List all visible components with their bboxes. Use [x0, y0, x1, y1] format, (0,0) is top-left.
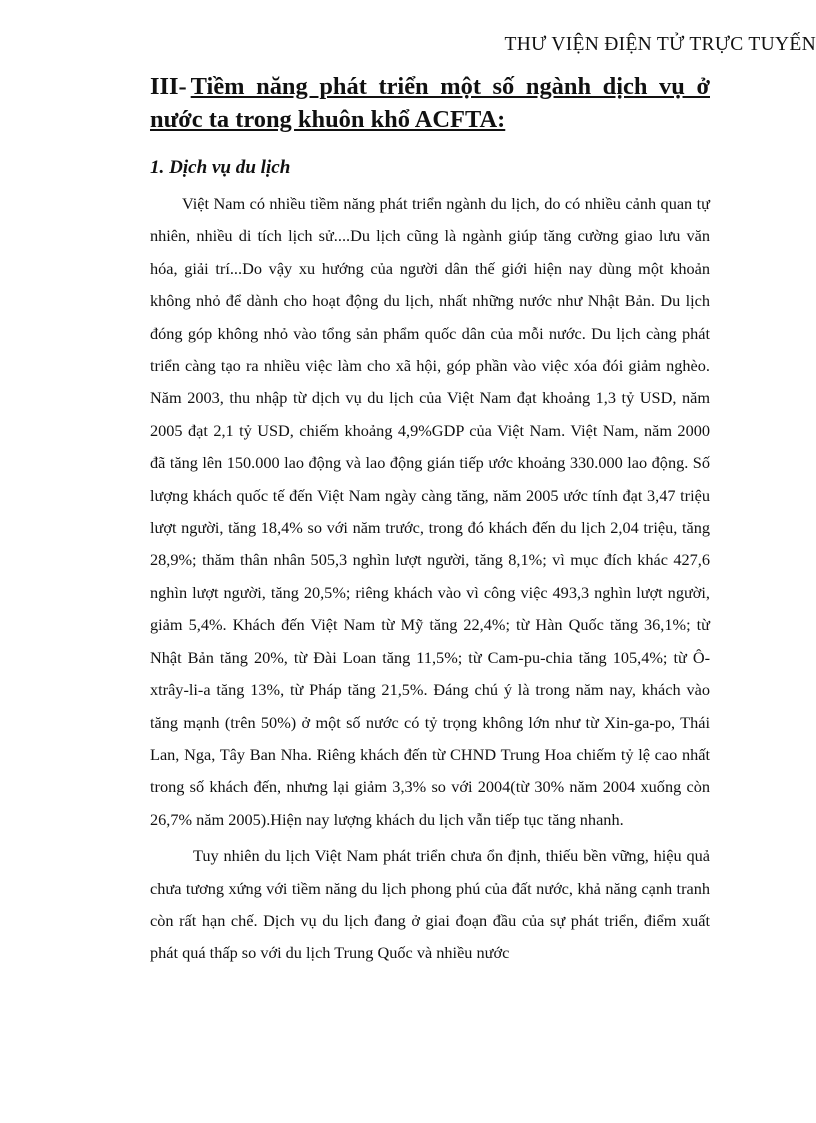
subsection-heading: 1. Dịch vụ du lịch — [150, 157, 291, 178]
page-header: THƯ VIỆN ĐIỆN TỬ TRỰC TUYẾN — [504, 34, 816, 55]
section-number: III- — [150, 73, 187, 100]
section-title: Tiềm năng phát triển một số ngành dịch vụ ở nước ta trong khuôn khổ ACFTA: — [150, 73, 710, 133]
document-body — [150, 70, 710, 970]
paragraph-tourism-potential: Việt Nam có nhiều tiềm năng phát triển ngành du lịch, do có nhiều cảnh quan tự nhiên, nhiều di tích lịch sử....Du lịch cũng là ngành giúp tăng cường giao lưu văn hóa, giải trí...Do vậy xu hướng của người dân thế giới hiện nay dùng một khoản không nhỏ để dành cho hoạt động du lịch, nhất những nước như Nhật Bản. Du lịch đóng góp không nhỏ vào tổng sản phẩm quốc dân của mỗi nước. Du lịch càng phát triển càng tạo ra nhiều việc làm cho xã hội, góp phần vào việc xóa đói giảm nghèo. Năm 2003, thu nhập từ dịch vụ du lịch của Việt Nam đạt khoảng 1,3 tỷ USD, năm 2005 đạt 2,1 tỷ USD, chiếm khoảng 4,9%GDP của Việt Nam. Việt Nam, năm 2000 đã tăng lên 150.000 lao động và lao động gián tiếp ước khoảng 330.000 lao động. Số lượng khách quốc tế đến Việt Nam ngày càng tăng, năm 2005 ước tính đạt 3,47 triệu lượt người, tăng 18,4% so với năm trước, trong đó khách đến du lịch 2,04 triệu, tăng 28,9%; thăm thân nhân 505,3 nghìn lượt người, tăng 8,1%; vì mục đích khác 427,6 nghìn lượt người, tăng 20,5%; riêng khách vào vì công việc 493,3 nghìn lượt người, giảm 5,4%. Khách đến Việt Nam từ Mỹ tăng 22,4%; từ Hàn Quốc tăng 36,1%; từ Nhật Bản tăng 20%, từ Đài Loan tăng 11,5%; từ Cam-pu-chia tăng 105,4%; từ Ô-xtrây-li-a tăng 13%, từ Pháp tăng 21,5%. Đáng chú ý là trong năm nay, khách vào tăng mạnh (trên 50%) ở một số nước có tỷ trọng không lớn như từ Xin-ga-po, Thái Lan, Nga, Tây Ban Nha. Riêng khách đến từ CHND Trung Hoa chiếm tỷ lệ cao nhất trong số khách đến, nhưng lại giảm 3,3% so với 2004(từ 30% năm 2004 xuống còn 26,7% năm 2005).Hiện nay lượng khách du lịch vẫn tiếp tục tăng nhanh. — [150, 194, 710, 829]
section-heading — [150, 70, 710, 136]
paragraph-tourism-limitations: Tuy nhiên du lịch Việt Nam phát triển chưa ổn định, thiếu bền vững, hiệu quả chưa tương xứng với tiềm năng du lịch phong phú của đất nước, khả năng cạnh tranh còn rất hạn chế. Dịch vụ du lịch đang ở giai đoạn đầu của sự phát triển, điểm xuất phát quá thấp so với du lịch Trung Quốc và nhiều nước — [150, 846, 710, 963]
